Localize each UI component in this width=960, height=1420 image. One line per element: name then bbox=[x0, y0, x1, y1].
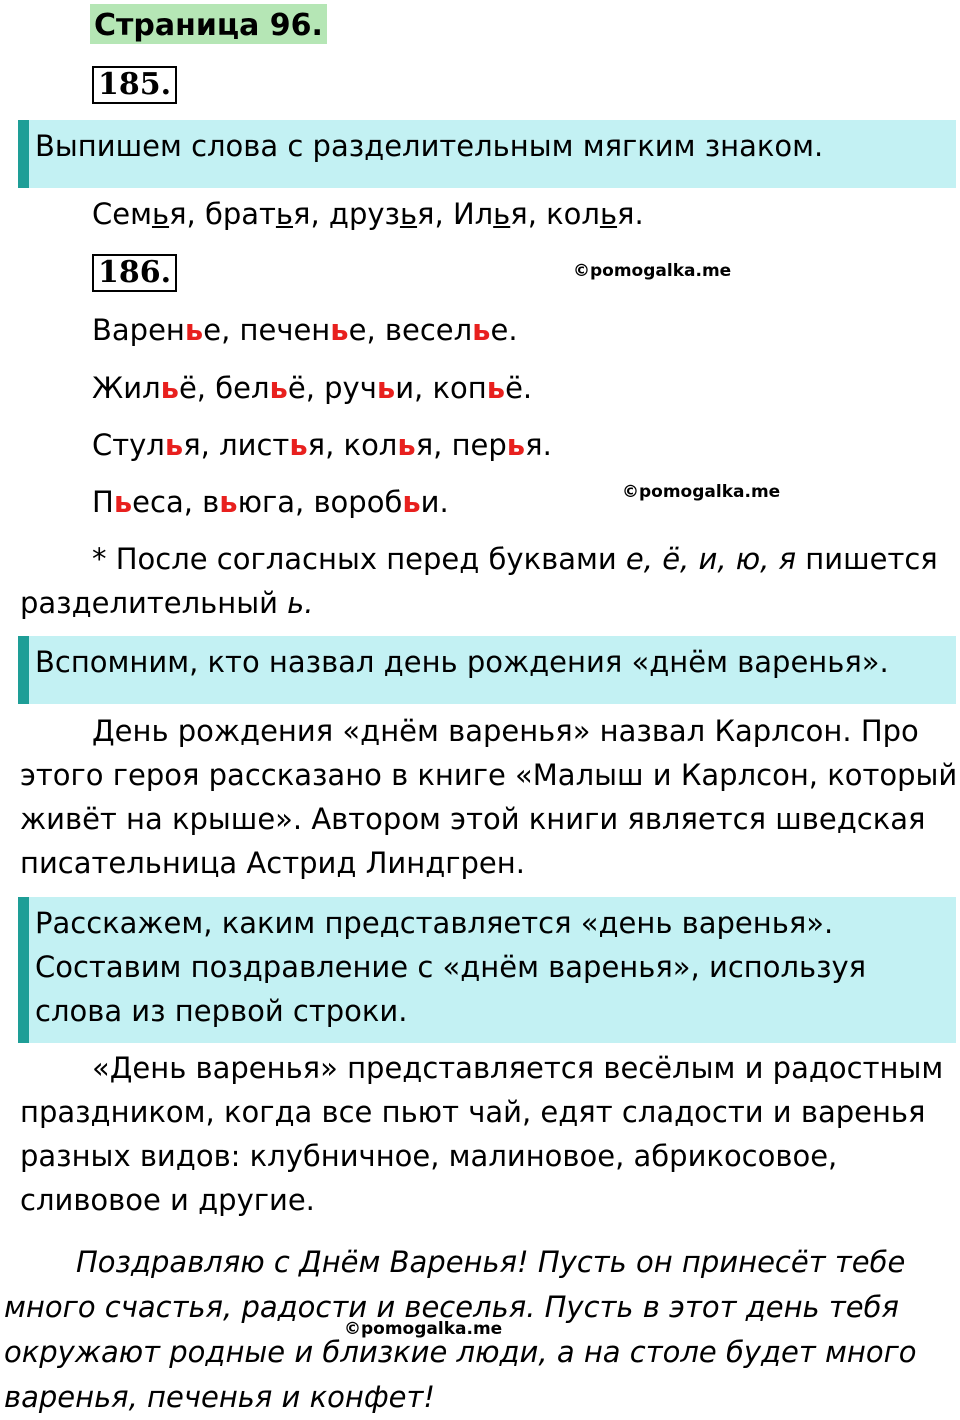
rule-text-middle: пишется разделительный bbox=[20, 542, 938, 620]
soft-sign-mark: ь bbox=[289, 428, 308, 462]
soft-sign-mark: ь bbox=[599, 197, 618, 231]
word: колья, bbox=[343, 428, 452, 462]
rule-text-start: * После согласных перед буквами bbox=[92, 542, 626, 576]
rule-soft-sign: ь. bbox=[287, 586, 314, 620]
word: веселье. bbox=[384, 313, 518, 347]
exercise-186-row bbox=[92, 423, 552, 467]
exercise-186-row bbox=[92, 308, 518, 352]
word: вьюга, bbox=[202, 485, 314, 519]
watermark: ©pomogalka.me bbox=[573, 261, 732, 281]
task-jam-day-line: слова из первой строки. bbox=[35, 994, 408, 1028]
greeting-text: Поздравляю с Днём Варенья! Пусть он принесёт тебе много счастья, радости и веселья. Пусть в этот день тебя окружают родные и близкие люди, а на столе будет много варенья, печенья и конфет! bbox=[4, 1245, 917, 1414]
exercise-185-task-text: Выпишем слова с разделительным мягким знаком. bbox=[35, 129, 824, 163]
soft-sign-mark: ь bbox=[472, 313, 491, 347]
soft-sign-mark: ь bbox=[275, 197, 294, 231]
exercise-186-number: 186. bbox=[92, 254, 177, 292]
soft-sign-mark: ь bbox=[330, 313, 349, 347]
exercise-185-number: 185. bbox=[92, 66, 177, 104]
word: Семья, bbox=[92, 197, 205, 231]
watermark: ©pomogalka.me bbox=[344, 1319, 503, 1339]
exercise-186-row bbox=[92, 366, 532, 410]
soft-sign-mark: ь bbox=[506, 428, 526, 462]
soft-sign-mark: ь bbox=[151, 197, 170, 231]
word: ручьи, bbox=[324, 371, 433, 405]
word: печенье, bbox=[239, 313, 385, 347]
rule-letters: е, ё, и, ю, я bbox=[625, 542, 797, 576]
soft-sign-mark: ь bbox=[160, 371, 179, 405]
exercise-185-task bbox=[18, 120, 956, 188]
soft-sign-mark: ь bbox=[164, 428, 184, 462]
word: братья, bbox=[204, 197, 329, 231]
soft-sign-mark: ь bbox=[184, 313, 204, 347]
answer-karlson: День рождения «днём варенья» назвал Карлсон. Про этого героя рассказано в книге «Малыш и Карлсон, который живёт на крыше». Автором этой книги является шведская писательница Астрид Линдгрен. bbox=[20, 714, 958, 880]
task-jam-day-line: Составим поздравление с «днём варенья», используя bbox=[35, 950, 867, 984]
soft-sign-mark: ь bbox=[219, 485, 238, 519]
word: перья. bbox=[451, 428, 552, 462]
word: Илья, bbox=[452, 197, 547, 231]
soft-sign-mark: ь bbox=[493, 197, 511, 231]
task-karlson-text: Вспомним, кто назвал день рождения «днём варенья». bbox=[35, 645, 889, 679]
word: Стулья, bbox=[92, 428, 220, 462]
word: Варенье, bbox=[92, 313, 240, 347]
word: копьё. bbox=[432, 371, 533, 405]
soft-sign-mark: ь bbox=[397, 428, 416, 462]
word: Пьеса, bbox=[92, 485, 203, 519]
word: Жильё, bbox=[92, 371, 216, 405]
soft-sign-mark: ь bbox=[402, 485, 421, 519]
word: листья, bbox=[219, 428, 344, 462]
word: воробьи. bbox=[313, 485, 449, 519]
task-jam-day bbox=[18, 897, 956, 1043]
task-jam-day-line: Расскажем, каким представляется «день варенья». bbox=[35, 906, 834, 940]
soft-sign-mark: ь bbox=[486, 371, 506, 405]
task-karlson bbox=[18, 636, 956, 704]
exercise-185-words bbox=[92, 192, 644, 236]
rule-note bbox=[20, 537, 960, 625]
exercise-186-row bbox=[92, 480, 449, 524]
soft-sign-mark: ь bbox=[269, 371, 288, 405]
answer-jam-day: «День варенья» представляется весёлым и радостным праздником, когда все пьют чай, едят сладости и варенья разных видов: клубничное, малиновое, абрикосовое, сливовое и другие. bbox=[20, 1051, 944, 1217]
word: друзья, bbox=[328, 197, 453, 231]
word: бельё, bbox=[215, 371, 325, 405]
word: колья. bbox=[546, 197, 644, 231]
soft-sign-mark: ь bbox=[113, 485, 133, 519]
soft-sign-mark: ь bbox=[376, 371, 396, 405]
watermark: ©pomogalka.me bbox=[622, 482, 781, 502]
soft-sign-mark: ь bbox=[399, 197, 418, 231]
page-label: Страница 96. bbox=[90, 4, 327, 44]
